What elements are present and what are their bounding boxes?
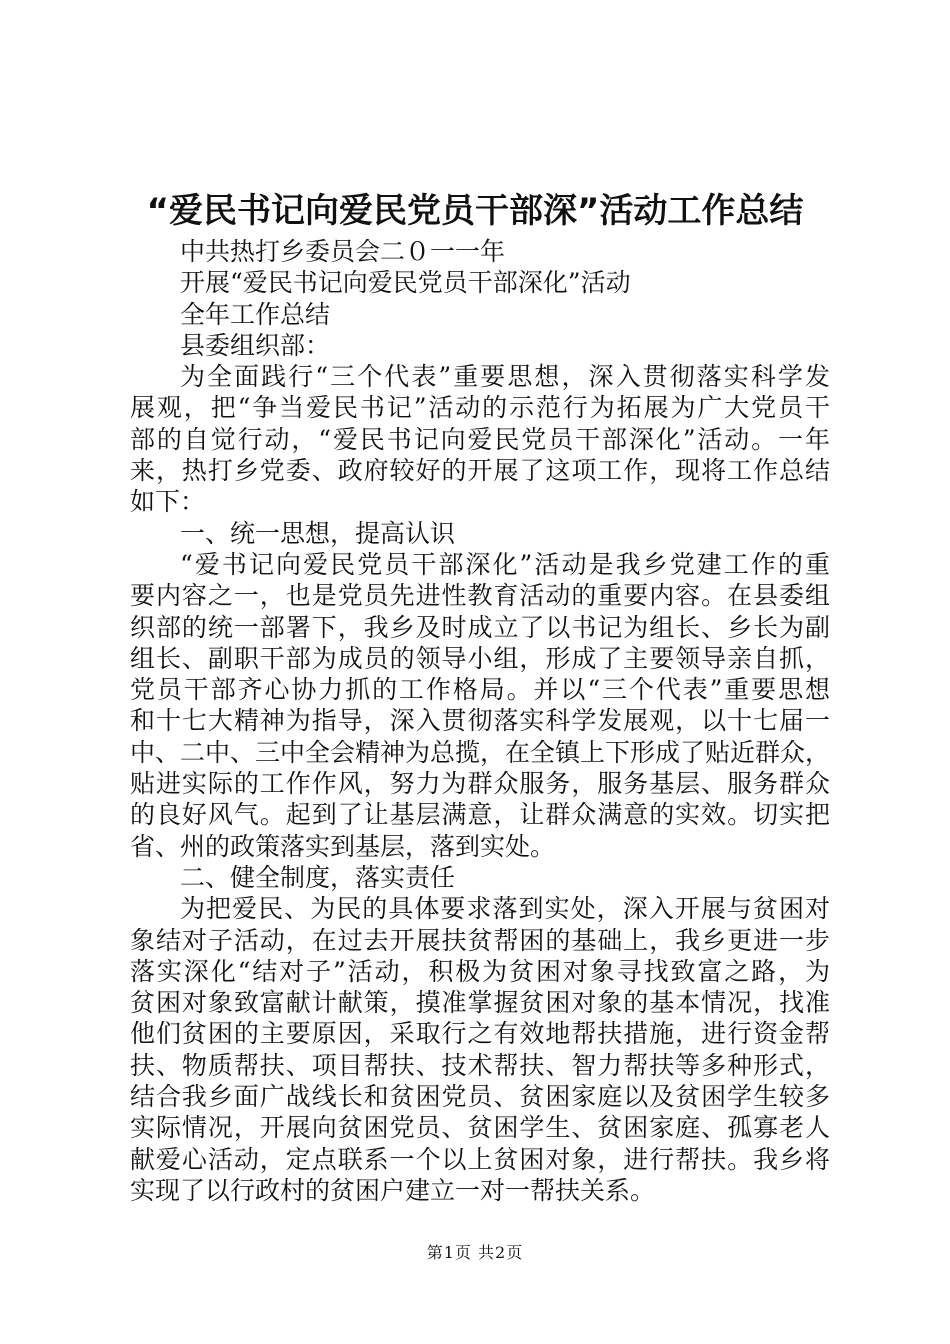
text-line: 实际情况，开展向贫困党员、贫困学生、贫困家庭、孤寡老人 [130, 1113, 830, 1143]
text-line: 他们贫困的主要原因，采取行之有效地帮扶措施，进行资金帮 [130, 1019, 830, 1049]
text-line: 织部的统一部署下，我乡及时成立了以书记为组长、乡长为副 [130, 612, 830, 642]
text-line: 和十七大精神为指导，深入贯彻落实科学发展观，以十七届一 [130, 706, 830, 736]
text-line: 献爱心活动，定点联系一个以上贫困对象，进行帮扶。我乡将 [130, 1144, 830, 1174]
text-line: 的良好风气。起到了让基层满意，让群众满意的实效。切实把 [130, 800, 830, 830]
page-number: 第1页 共2页 [426, 1243, 524, 1262]
document-title: “爱民书记向爱民党员干部深”活动工作总结 [146, 191, 804, 231]
text-line: 为把爱民、为民的具体要求落到实处，深入开展与贫困对 [180, 894, 830, 924]
text-line: 中共热打乡委员会二０一一年 [180, 237, 506, 266]
text-line: 要内容之一，也是党员先进性教育活动的重要内容。在县委组 [130, 581, 830, 611]
section-heading: 一、统一思想，提高认识 [180, 518, 456, 548]
text-line: 党员干部齐心协力抓的工作格局。并以“三个代表”重要思想 [130, 675, 830, 705]
text-line: 组长、副职干部为成员的领导小组，形成了主要领导亲自抓， [130, 643, 830, 673]
text-line: 县委组织部： [180, 330, 331, 360]
text-line: “爱书记向爱民党员干部深化”活动是我乡党建工作的重 [180, 549, 830, 579]
text-line: 部的自觉行动，“爱民书记向爱民党员干部深化”活动。一年 [130, 424, 830, 454]
text-line: 扶、物质帮扶、项目帮扶、技术帮扶、智力帮扶等多种形式， [130, 1050, 830, 1080]
text-line: 贴进实际的工作作风，努力为群众服务，服务基层、服务群众 [130, 769, 830, 799]
text-line: 落实深化“结对子”活动，积极为贫困对象寻找致富之路，为 [130, 956, 830, 986]
text-line: 中、二中、三中全会精神为总揽，在全镇上下形成了贴近群众， [130, 737, 831, 767]
section-heading: 二、健全制度，落实责任 [180, 862, 456, 892]
text-line: 省、州的政策落实到基层，落到实处。 [130, 831, 556, 861]
text-line: 结合我乡面广战线长和贫困党员、贫困家庭以及贫困学生较多 [130, 1082, 830, 1112]
text-line: 实现了以行政村的贫困户建立一对一帮扶关系。 [130, 1175, 656, 1205]
text-line: 象结对子活动，在过去开展扶贫帮困的基础上，我乡更进一步 [130, 925, 830, 955]
text-line: 开展“爱民书记向爱民党员干部深化”活动 [180, 268, 631, 298]
document-body [130, 236, 830, 1206]
text-line: 如下： [130, 487, 206, 517]
text-line: 来，热打乡党委、政府较好的开展了这项工作，现将工作总结 [130, 456, 830, 486]
text-line: 全年工作总结 [180, 299, 331, 329]
text-line: 展观，把“争当爱民书记”活动的示范行为拓展为广大党员干 [130, 393, 830, 423]
text-line: 贫困对象致富献计献策，摸准掌握贫困对象的基本情况，找准 [130, 988, 830, 1018]
text-line: 为全面践行“三个代表”重要思想，深入贯彻落实科学发 [180, 362, 830, 392]
